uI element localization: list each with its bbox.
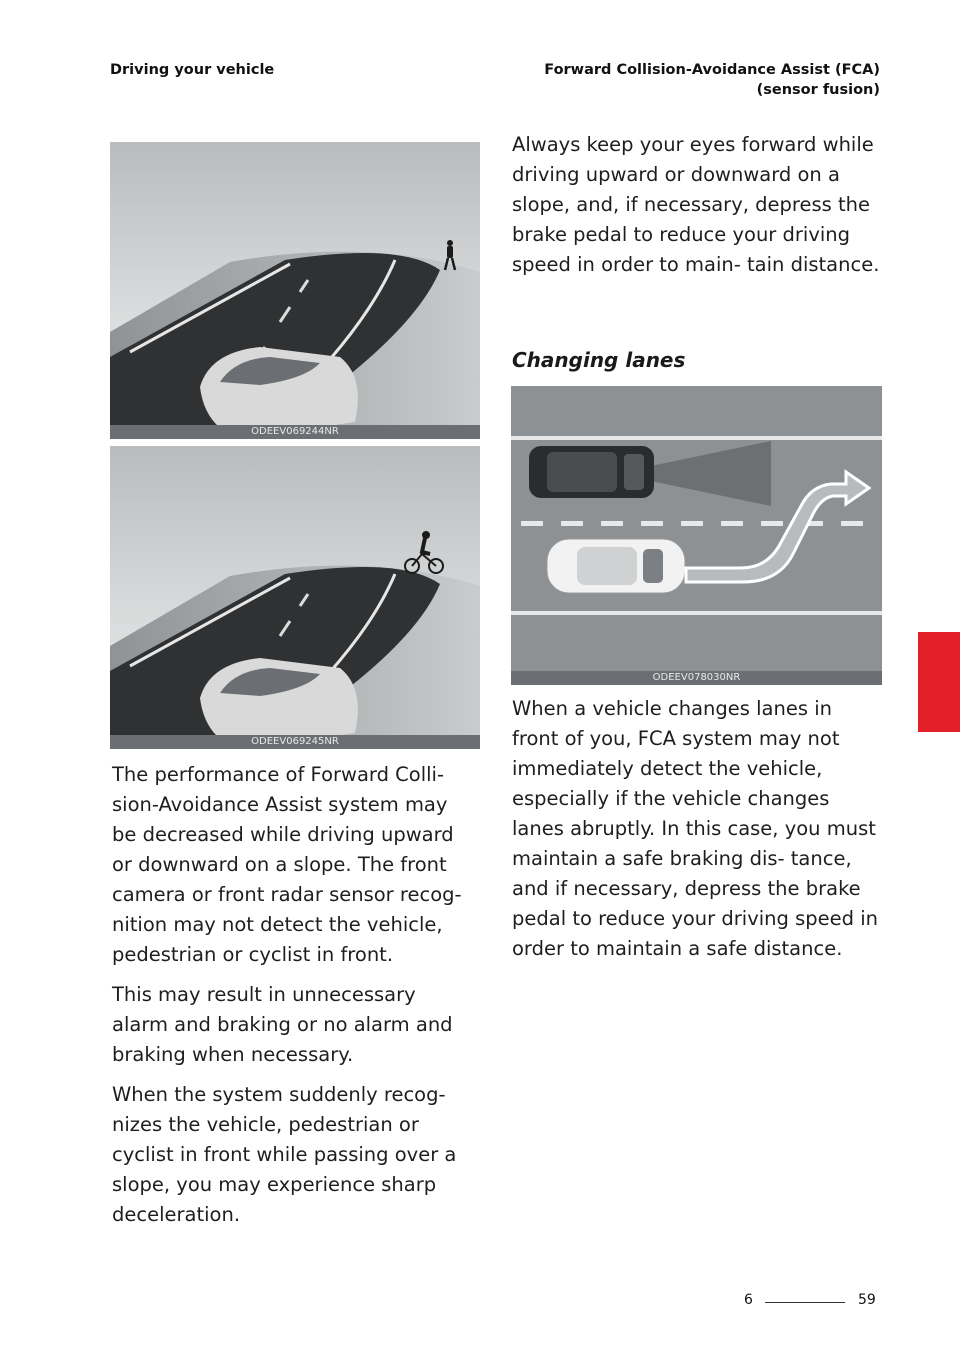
figure-pedestrian-slope bbox=[110, 142, 480, 439]
cyclist-on-slope-illustration bbox=[110, 446, 480, 749]
figure-code: ODEEV078030NR bbox=[511, 671, 882, 685]
lane-change-illustration bbox=[511, 386, 882, 685]
footer-divider bbox=[765, 1302, 845, 1303]
footer-page-number: 59 bbox=[858, 1292, 876, 1308]
figure-code: ODEEV069245NR bbox=[110, 735, 480, 749]
paragraph-slope-performance: The performance of Forward Colli- sion-Avoidance Assist system may be decreased while driving upward or downward on a slope. The front camera or front radar sensor recog- nition may not detect the vehicle, pedestrian or cyclist in front. bbox=[112, 763, 462, 966]
running-header-right: Forward Collision-Avoidance Assist (FCA) (sensor fusion) bbox=[544, 62, 880, 98]
section-title-changing-lanes: Changing lanes bbox=[512, 348, 686, 372]
paragraph-sharp-deceleration: When the system suddenly recog- nizes the vehicle, pedestrian or cyclist in front while passing over a slope, you may experience sharp deceleration. bbox=[112, 1083, 457, 1226]
chapter-side-tab-label: 6 bbox=[932, 708, 946, 729]
figure-lane-change bbox=[511, 386, 882, 685]
running-header-left: Driving your vehicle bbox=[110, 62, 275, 78]
figure-cyclist-slope bbox=[110, 446, 480, 749]
pedestrian-on-slope-illustration bbox=[110, 142, 480, 439]
paragraph-lane-change: When a vehicle changes lanes in front of you, FCA system may not immediately detect the vehicle, especially if the vehicle changes lanes abruptly. In this case, you must maintain a safe braking dis- tance, and if necessary, depress the brake pedal to reduce your driving speed in order to maintain a safe distance. bbox=[512, 697, 878, 960]
paragraph-keep-eyes-forward: Always keep your eyes forward while driving upward or downward on a slope, and, if necessary, depress the brake pedal to reduce your driving speed in order to main- tain distance. bbox=[512, 133, 880, 276]
footer-chapter-number: 6 bbox=[744, 1292, 753, 1308]
figure-code: ODEEV069244NR bbox=[110, 425, 480, 439]
paragraph-unnecessary-alarm: This may result in unnecessary alarm and braking or no alarm and braking when necessary. bbox=[112, 983, 453, 1066]
